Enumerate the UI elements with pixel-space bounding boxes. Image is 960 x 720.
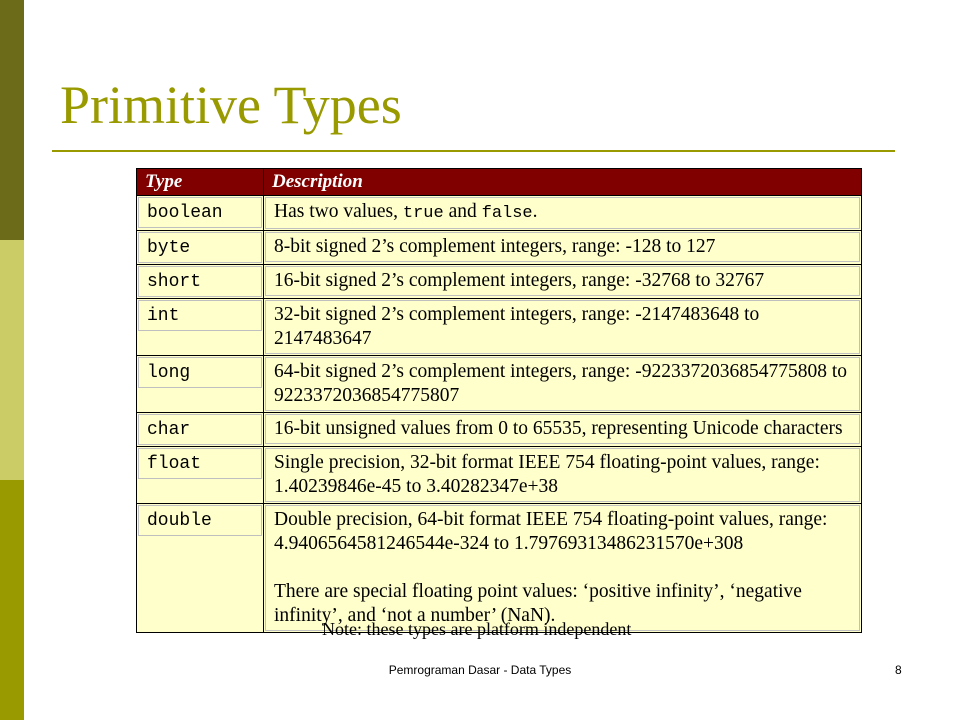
table-row [137, 413, 862, 447]
slide-footer: Pemrograman Dasar - Data Types [388, 663, 572, 677]
table-row [137, 356, 862, 413]
type-description: 32-bit signed 2’s complement integers, range: -2147483648 to 2147483647 [265, 300, 860, 354]
title-underline [52, 150, 895, 152]
special-values-note: There are special floating point values: ‘positive infinity’, ‘negative infinity’, and ‘not a number’ (NaN). [274, 581, 802, 626]
type-name: boolean [147, 203, 223, 223]
table-row [137, 231, 862, 265]
type-name: float [147, 454, 202, 474]
type-description: Double precision, 64-bit format IEEE 754 floating-point values, range: 4.9406564581246544e-324 to 1.79769313486231570e+308 There are special floating point values: ‘positive infinity’, ‘negative infinity’, and ‘not a number’ (NaN). [265, 505, 860, 631]
left-accent-bar-middle [0, 240, 24, 480]
code-true: true [402, 204, 444, 223]
table-row [137, 265, 862, 299]
type-name: double [147, 511, 212, 531]
table-row [137, 504, 862, 633]
header-description: Description [264, 169, 862, 196]
left-accent-bar-top [0, 0, 24, 240]
table-header-row [137, 169, 862, 196]
table-row [137, 299, 862, 356]
type-name: char [147, 420, 191, 440]
table-row [137, 196, 862, 231]
code-false: false [481, 204, 533, 223]
primitive-types-table [136, 168, 862, 633]
platform-note: Note: these types are platform independent [322, 619, 632, 639]
type-name: byte [147, 238, 191, 258]
page-number: 8 [895, 663, 902, 677]
type-name: short [147, 272, 202, 292]
slide-title: Primitive Types [60, 75, 402, 135]
type-description: 8-bit signed 2’s complement integers, range: -128 to 127 [265, 232, 860, 262]
left-accent-bar-bottom [0, 480, 24, 720]
type-description: 64-bit signed 2’s complement integers, range: -9223372036854775808 to 9223372036854775807 [265, 357, 860, 411]
type-description: 16-bit signed 2’s complement integers, range: -32768 to 32767 [265, 266, 860, 296]
type-name: int [147, 306, 180, 326]
table-row [137, 447, 862, 504]
type-description: 16-bit unsigned values from 0 to 65535, representing Unicode characters [265, 414, 860, 444]
type-description: Has two values, true and false. [265, 197, 860, 229]
type-name: long [147, 363, 191, 383]
header-type: Type [137, 169, 264, 196]
type-description: Single precision, 32-bit format IEEE 754 floating-point values, range: 1.40239846e-45 to 3.40282347e+38 [265, 448, 860, 502]
